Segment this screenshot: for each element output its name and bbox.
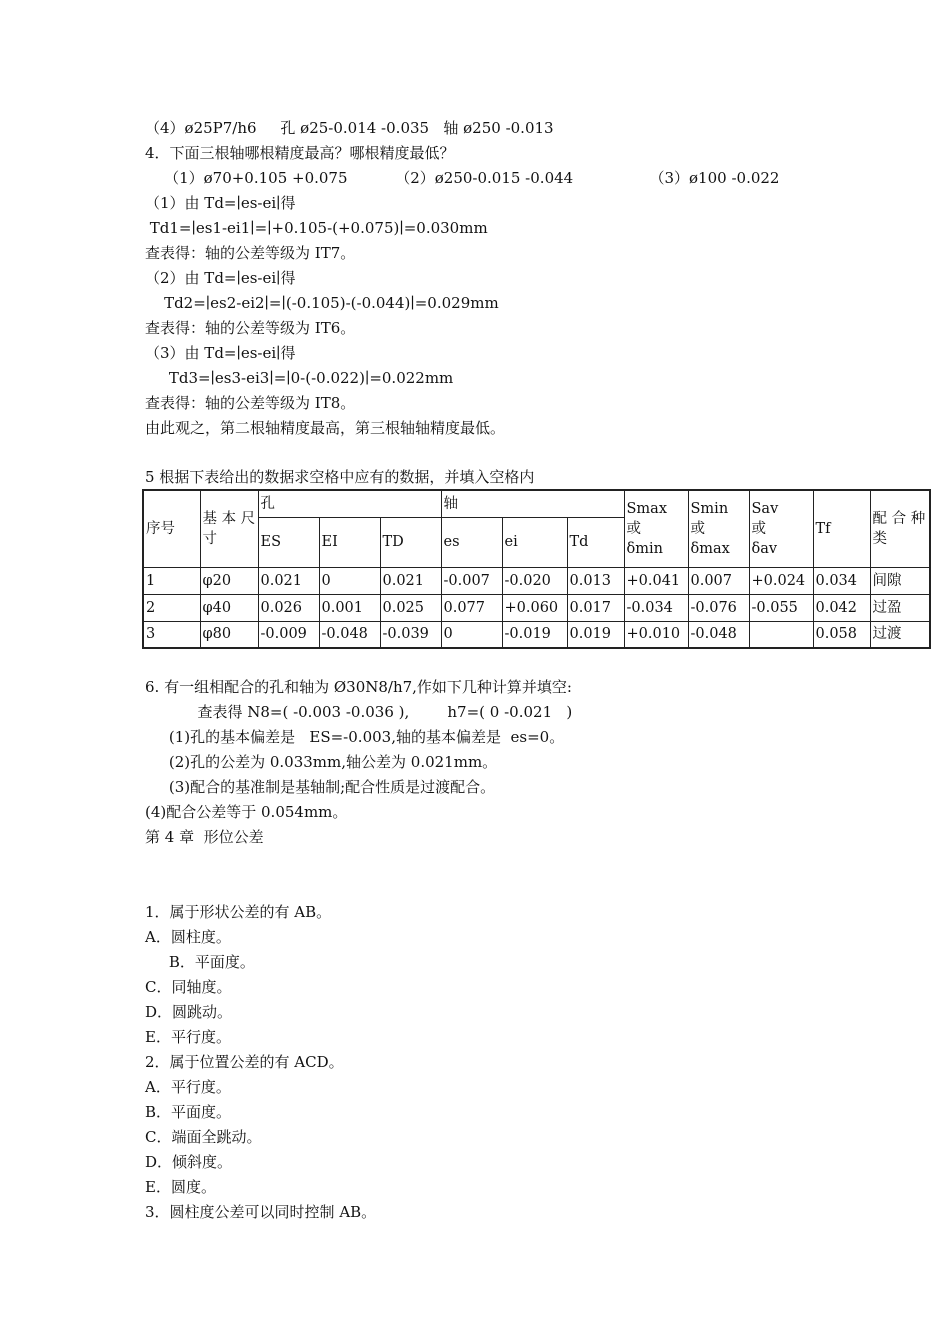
- table-cell: 0.019: [567, 621, 624, 648]
- header-hole-td: TD: [380, 517, 441, 567]
- header-basic-size: 基 本 尺寸: [200, 490, 258, 567]
- table-cell: φ20: [200, 567, 258, 594]
- option-line: B．平面度。: [145, 953, 255, 971]
- text-line: （3）由 Td=∣es-ei∣得: [145, 344, 296, 362]
- header-smax: Smax 或 δmin: [624, 490, 688, 567]
- option-line: E．圆度。: [145, 1178, 216, 1196]
- table-cell: +0.041: [624, 567, 688, 594]
- table-cell: 0.017: [567, 594, 624, 621]
- question-line: 3．圆柱度公差可以同时控制 AB。: [145, 1203, 377, 1221]
- table-cell: -0.055: [749, 594, 813, 621]
- table-cell: 0.021: [380, 567, 441, 594]
- text-line: （1）由 Td=∣es-ei∣得: [145, 194, 296, 212]
- table-cell: 2: [143, 594, 200, 621]
- table-cell: +0.060: [502, 594, 567, 621]
- text-line: Td2=∣es2-ei2∣=∣(-0.105)-(-0.044)∣=0.029mm: [145, 294, 499, 312]
- header-hole-ei: EI: [319, 517, 380, 567]
- text-line: (4)配合公差等于 0.054mm。: [145, 803, 348, 821]
- table-cell: 间隙: [870, 567, 930, 594]
- text-line: (3)配合的基准制是基轴制;配合性质是过渡配合。: [145, 778, 496, 796]
- text-line: 查表得：轴的公差等级为 IT8。: [145, 394, 356, 412]
- header-hole-es: ES: [258, 517, 319, 567]
- table-row: [143, 594, 930, 621]
- text-line: 查表得 N8=( -0.003 -0.036 ), h7=( 0 -0.021 ): [145, 703, 573, 721]
- header-hole: 孔: [258, 490, 441, 517]
- option-line: A．圆柱度。: [145, 928, 231, 946]
- option-line: A．平行度。: [145, 1078, 231, 1096]
- text-line: （2）由 Td=∣es-ei∣得: [145, 269, 296, 287]
- question-5-title: 5 根据下表给出的数据求空格中应有的数据，并填入空格内: [145, 468, 535, 486]
- header-shaft-es: es: [441, 517, 502, 567]
- table-cell: 0.042: [813, 594, 870, 621]
- text-line: 查表得：轴的公差等级为 IT6。: [145, 319, 356, 337]
- header-smin: Smin 或 δmax: [688, 490, 749, 567]
- header-shaft-ei: ei: [502, 517, 567, 567]
- header-shaft: 轴: [441, 490, 624, 517]
- option-line: C．同轴度。: [145, 978, 232, 996]
- text-line: Td3=∣es3-ei3∣=∣0-(-0.022)∣=0.022mm: [145, 369, 454, 387]
- table-cell: -0.048: [319, 621, 380, 648]
- header-fit-type: 配 合 种类: [870, 490, 930, 567]
- table-cell: 0.077: [441, 594, 502, 621]
- table-cell: -0.020: [502, 567, 567, 594]
- table-cell: -0.034: [624, 594, 688, 621]
- chapter-heading: 第 4 章 形位公差: [145, 828, 264, 846]
- text-line: Td1=∣es1-ei1∣=∣+0.105-(+0.075)∣=0.030mm: [145, 219, 488, 237]
- table-cell: [749, 621, 813, 648]
- table-cell: 3: [143, 621, 200, 648]
- table-cell: -0.039: [380, 621, 441, 648]
- table-cell: 1: [143, 567, 200, 594]
- option-line: D．圆跳动。: [145, 1003, 233, 1021]
- table-cell: -0.048: [688, 621, 749, 648]
- table-cell: -0.007: [441, 567, 502, 594]
- text-line: （1）ø70+0.105 +0.075 （2）ø250-0.015 -0.044 （3）ø100 -0.022: [145, 169, 780, 187]
- table-cell: 0.013: [567, 567, 624, 594]
- table-cell: 0: [441, 621, 502, 648]
- text-line: 查表得：轴的公差等级为 IT7。: [145, 244, 356, 262]
- table-cell: 过盈: [870, 594, 930, 621]
- table-cell: +0.024: [749, 567, 813, 594]
- header-shaft-td: Td: [567, 517, 624, 567]
- table-cell: φ40: [200, 594, 258, 621]
- option-line: E．平行度。: [145, 1028, 231, 1046]
- text-line: (2)孔的公差为 0.033mm,轴公差为 0.021mm。: [145, 753, 498, 771]
- table-cell: -0.009: [258, 621, 319, 648]
- option-line: B．平面度。: [145, 1103, 232, 1121]
- table-cell: 过渡: [870, 621, 930, 648]
- header-tf: Tf: [813, 490, 870, 567]
- question-4-title: 4．下面三根轴哪根精度最高？哪根精度最低？: [145, 144, 455, 162]
- table-cell: 0: [319, 567, 380, 594]
- tolerance-table: [142, 489, 931, 649]
- question-line: 1．属于形状公差的有 AB。: [145, 903, 332, 921]
- table-cell: 0.034: [813, 567, 870, 594]
- table-cell: 0.058: [813, 621, 870, 648]
- table-cell: -0.076: [688, 594, 749, 621]
- table-cell: -0.019: [502, 621, 567, 648]
- table-cell: 0.007: [688, 567, 749, 594]
- text-line: 由此观之，第二根轴精度最高，第三根轴轴精度最低。: [145, 419, 506, 437]
- table-cell: 0.025: [380, 594, 441, 621]
- question-line: 2．属于位置公差的有 ACD。: [145, 1053, 344, 1071]
- table-cell: 0.026: [258, 594, 319, 621]
- text-line: （4）ø25P7/h6 孔 ø25-0.014 -0.035 轴 ø250 -0.013: [145, 119, 554, 137]
- text-line: (1)孔的基本偏差是 ES=-0.003,轴的基本偏差是 es=0。: [145, 728, 565, 746]
- option-line: C．端面全跳动。: [145, 1128, 262, 1146]
- option-line: D．倾斜度。: [145, 1153, 233, 1171]
- header-xuhao: 序号: [143, 490, 200, 567]
- table-cell: φ80: [200, 621, 258, 648]
- table-row: [143, 567, 930, 594]
- table-cell: +0.010: [624, 621, 688, 648]
- table-row: [143, 621, 930, 648]
- table-cell: 0.021: [258, 567, 319, 594]
- question-6-title: 6. 有一组相配合的孔和轴为 Ø30N8/h7,作如下几种计算并填空:: [145, 678, 572, 696]
- table-cell: 0.001: [319, 594, 380, 621]
- header-sav: Sav 或 δav: [749, 490, 813, 567]
